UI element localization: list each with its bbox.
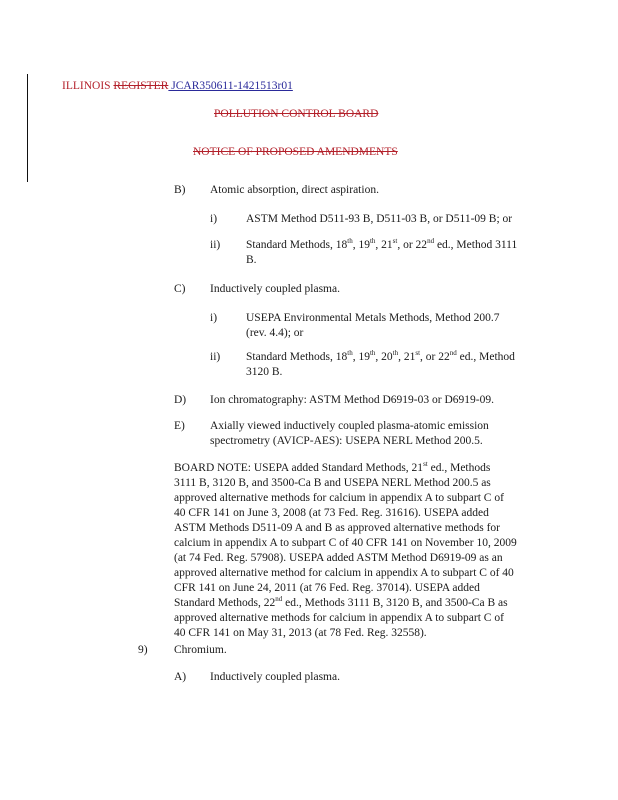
- text-run: , 19: [352, 239, 370, 251]
- superscript: st: [392, 237, 398, 246]
- item-b-text: Atomic absorption, direct aspiration.: [210, 184, 379, 196]
- item-c-label: C): [174, 283, 186, 295]
- text-run: Standard Methods, 18: [246, 239, 348, 251]
- text-run: ASTM Methods D511-09 A and B as approved alternative methods for: [174, 522, 500, 534]
- register-doc-id: JCAR350611-1421513r01: [168, 80, 293, 92]
- text-run: 3111 B, 3120 B, and 3500-Ca B and USEPA NERL Method 200.5 as: [174, 477, 491, 489]
- text-run: approved alternative methods for calcium in appendix A to subpart C of: [174, 612, 504, 624]
- text-run: ed., Method: [456, 351, 515, 363]
- text-run: approved alternative methods for calcium in appendix A to subpart C of: [174, 492, 504, 504]
- text-run: , 20: [375, 351, 393, 363]
- notice-title: [193, 147, 398, 159]
- text-run: Standard Methods, 18: [246, 351, 348, 363]
- section-9-a-label: A): [174, 671, 187, 683]
- item-e-text: [210, 419, 489, 449]
- text-run: , 19: [352, 351, 370, 363]
- register-struck: REGISTER: [113, 80, 169, 92]
- text-run: ed., Methods 3111 B, 3120 B, and 3500-Ca B as: [282, 597, 508, 609]
- item-c-ii-label: ii): [210, 351, 221, 363]
- item-b-i-text: ASTM Method D511-93 B, D511-03 B, or D511-09 B; or: [246, 213, 513, 225]
- item-b-i-label: i): [210, 213, 218, 225]
- text-run: USEPA Environmental Metals Methods, Method 200.7: [246, 312, 500, 324]
- text-run: , 21: [375, 239, 393, 251]
- text-run: 40 CFR 141 on June 3, 2008 (at 73 Fed. Reg. 31616). USEPA added: [174, 507, 489, 519]
- text-run: (rev. 4.4); or: [246, 327, 304, 339]
- text-run: calcium in appendix A to subpart C of 40 CFR 141 on November 10, 2009: [174, 537, 517, 549]
- item-d-label: D): [174, 394, 187, 406]
- text-run: , 21: [398, 351, 416, 363]
- item-d-text: Ion chromatography: ASTM Method D6919-03 or D6919-09.: [210, 394, 494, 406]
- superscript: nd: [427, 237, 435, 246]
- superscript: th: [392, 349, 399, 358]
- text-run: ed., Method 3111: [434, 239, 518, 251]
- register-header: [62, 81, 293, 93]
- item-c-text: Inductively coupled plasma.: [210, 283, 340, 295]
- item-c-i-label: i): [210, 312, 218, 324]
- text-run: spectrometry (AVICP-AES): USEPA NERL Method 200.5.: [210, 435, 483, 447]
- superscript: th: [369, 237, 376, 246]
- notice-title-text: NOTICE OF PROPOSED AMENDMENTS: [193, 146, 398, 158]
- text-run: 3120 B.: [246, 366, 283, 378]
- text-run: B.: [246, 254, 257, 266]
- text-run: approved alternative method for calcium in appendix A to subpart C of 40: [174, 567, 514, 579]
- section-9-label: 9): [138, 644, 148, 656]
- superscript: nd: [275, 595, 283, 604]
- superscript: nd: [449, 349, 457, 358]
- text-run: ed., Methods: [427, 462, 491, 474]
- superscript: st: [423, 460, 428, 469]
- item-e-label: E): [174, 420, 185, 432]
- item-c-i-text: [246, 311, 500, 341]
- item-b-label: B): [174, 184, 186, 196]
- section-9-a-text: Inductively coupled plasma.: [210, 671, 340, 683]
- text-run: BOARD NOTE: USEPA added Standard Methods, 21: [174, 462, 424, 474]
- text-run: , or 22: [397, 239, 428, 251]
- text-run: 40 CFR 141 on May 31, 2013 (at 78 Fed. Reg. 32558).: [174, 627, 427, 639]
- text-run: Axially viewed inductively coupled plasma-atomic emission: [210, 420, 489, 432]
- superscript: st: [415, 349, 421, 358]
- board-title-text: POLLUTION CONTROL BOARD: [214, 108, 379, 120]
- superscript: th: [369, 349, 376, 358]
- revision-margin-bar: [27, 74, 28, 182]
- item-b-ii-text: [246, 238, 517, 268]
- register-label: ILLINOIS: [62, 80, 114, 92]
- board-title: [214, 109, 378, 121]
- section-9-text: Chromium.: [174, 644, 227, 656]
- text-run: (at 74 Fed. Reg. 57908). USEPA added ASTM Method D6919-09 as an: [174, 552, 503, 564]
- item-c-ii-text: [246, 350, 515, 380]
- superscript: th: [347, 237, 353, 246]
- text-run: CFR 141 on June 24, 2011 (at 76 Fed. Reg. 37014). USEPA added: [174, 582, 480, 594]
- text-run: Standard Methods, 22: [174, 597, 276, 609]
- item-b-ii-label: ii): [210, 239, 221, 251]
- text-run: , or 22: [420, 351, 450, 363]
- board-note: [174, 461, 517, 641]
- superscript: th: [347, 349, 353, 358]
